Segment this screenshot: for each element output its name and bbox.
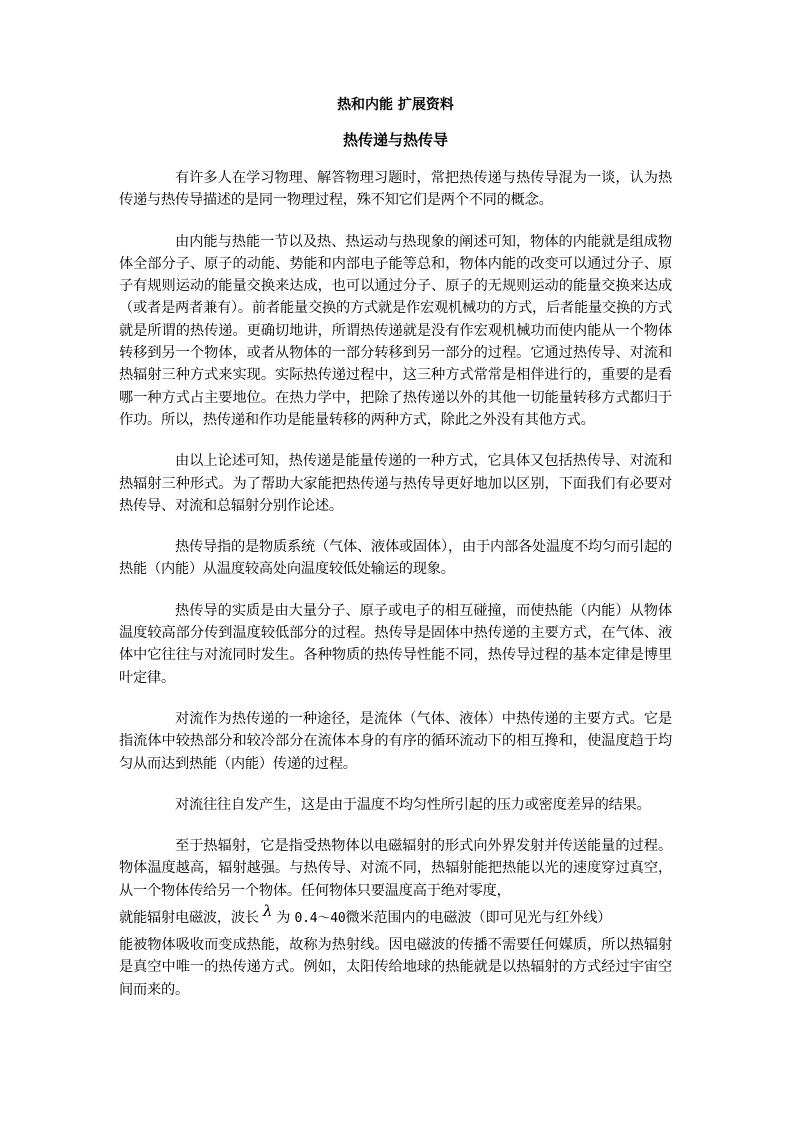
paragraph-8-part5: 能被物体吸收而变成热能，故称为热射线。因电磁波的传播不需要任何媒质，所以热辐射是真空中唯一的热传递方式。例如，太阳传给地球的热能就是以热辐射的方式经过宇宙空间而来的。 <box>119 937 672 998</box>
paragraph-3: 由以上论述可知，热传递是能量传递的一种方式，它具体又包括热传导、对流和热辐射三种形式。为了帮助大家能把热传递与热传导更好地加以区别，下面我们有必要对热传导、对流和总辐射分别作论述。 <box>119 453 672 514</box>
lambda-symbol: λ <box>262 902 273 921</box>
paragraph-8-part4: 微米范围内的电磁波（即可见光与红外线） <box>345 910 612 927</box>
paragraph-6: 对流作为热传递的一种途径，是流体（气体、液体）中热传递的主要方式。它是指流体中较热部分和较冷部分在流体本身的有序的循环流动下的相互搀和，使温度趋于均匀从而达到热能（内能）传递的过程。 <box>119 710 672 772</box>
paragraph-7: 对流往往自发产生，这是由于温度不均匀性所引起的压力或密度差异的结果。 <box>175 796 651 813</box>
document-page <box>119 95 672 1001</box>
paragraph-8-wavelength-line <box>119 902 672 934</box>
paragraph-8-part2: 就能辐射电磁波，波长 <box>119 910 259 927</box>
paragraph-1: 有许多人在学习物理、解答物理习题时，常把热传递与热传导混为一谈，认为热传递与热传导描述的是同一物理过程，殊不知它们是两个不同的概念。 <box>119 170 672 209</box>
paragraph-4: 热传导指的是物质系统（气体、液体或固体），由于内部各处温度不均匀而引起的热能（内能）从温度较高处向温度较低处输运的现象。 <box>119 539 672 578</box>
paragraph-5: 热传导的实质是由大量分子、原子或电子的相互碰撞，而使热能（内能）从物体温度较高部分传到温度较低部分的过程。热传导是固体中热传递的主要方式，在气体、液体中它往往与对流同时发生。各种物质的热传导性能不同，热传导过程的基本定律是博里叶定律。 <box>119 602 672 686</box>
paragraph-8-part1: 至于热辐射，它是指受热物体以电磁辐射的形式向外界发射并传送能量的过程。物体温度越高，辐射越强。与热传导、对流不同，热辐射能把热能以光的速度穿过真空，从一个物体传给另一个物体。任何物体只要温度高于绝对零度， <box>119 838 672 899</box>
document-title: 热和内能 扩展资料 <box>337 97 454 113</box>
wavelength-range: 0.4～40 <box>294 911 346 927</box>
paragraph-8 <box>119 835 672 1001</box>
paragraph-8-part3: 为 <box>276 910 291 927</box>
paragraph-2: 由内能与热能一节以及热、热运动与热现象的阐述可知，物体的内能就是组成物体全部分子、原子的动能、势能和内部电子能等总和，物体内能的改变可以通过分子、原子有规则运动的能量交换来达成，也可以通过分子、原子的无规则运动的能量交换来达成（或者是两者兼有）。前者能量交换的方式就是作宏观机械功的方式，后者能量交换的方式就是所谓的热传递。更确切地讲，所谓热传递就是没有作宏观机械功而使内能从一个物体转移到另一个物体，或者从物体的一部分转移到另一部分的过程。它通过热传导、对流和热辐射三种方式来实现。实际热传递过程中，这三种方式常常是相伴进行的，重要的是看哪一种方式占主要地位。在热力学中，把除了热传递以外的其他一切能量转移方式都归于作功。所以，热传递和作功是能量转移的两种方式，除此之外没有其他方式。 <box>119 233 672 428</box>
document-subtitle: 热传递与热传导 <box>342 131 448 149</box>
